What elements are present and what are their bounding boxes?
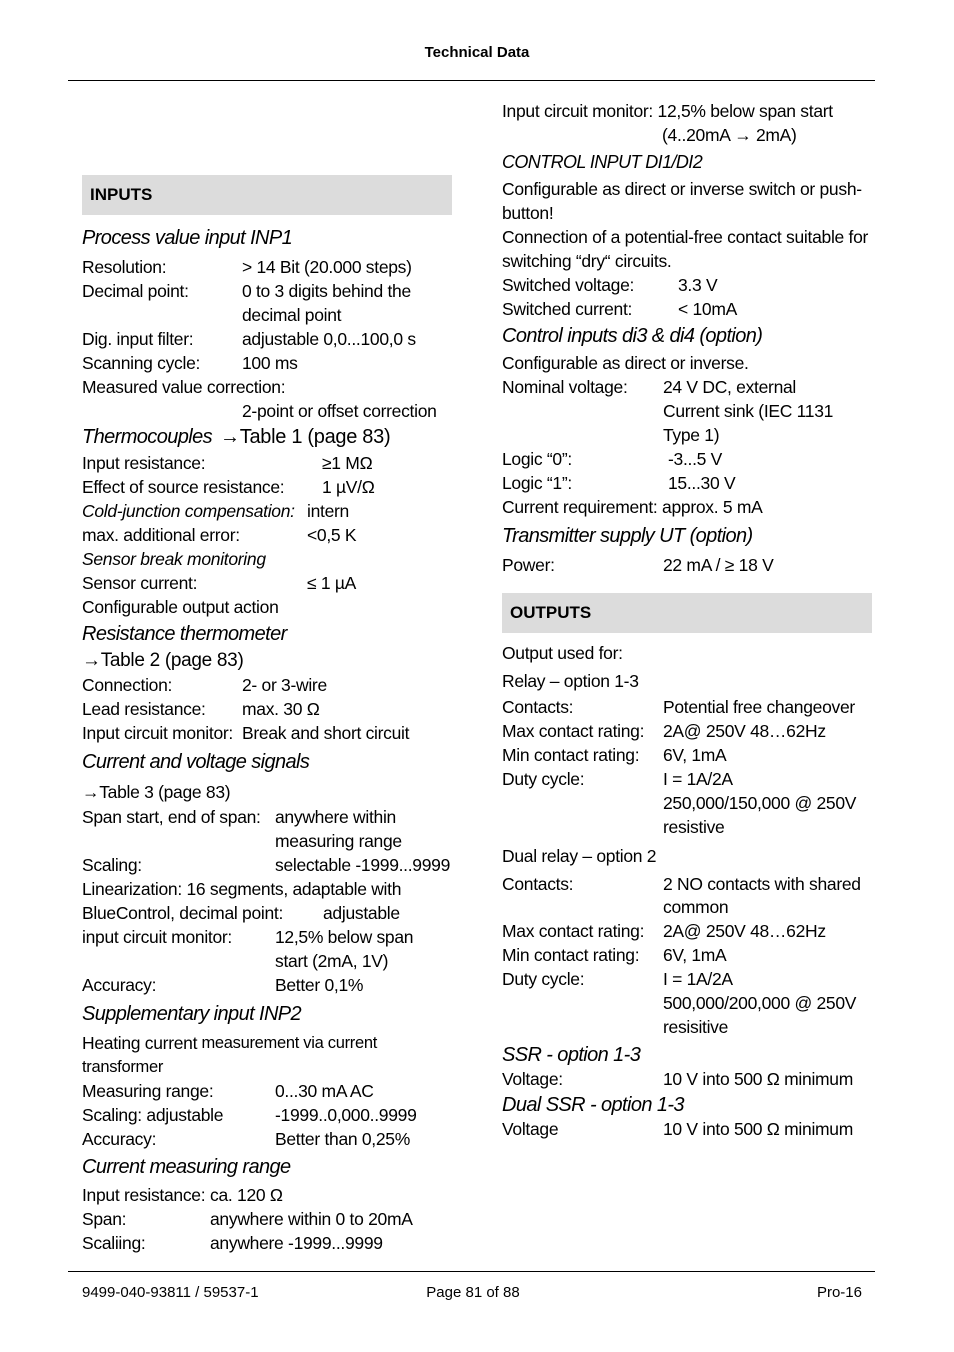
spec-row <box>82 1103 452 1127</box>
spec-row <box>82 523 452 547</box>
spec-label: Scaling: adjustable <box>82 1105 224 1125</box>
spec-label: input circuit monitor: <box>82 927 232 947</box>
cv-table-ref: →Table 3 (page 83) <box>82 782 231 802</box>
footer-rule <box>68 1271 875 1272</box>
rtd-table-ref: →Table 2 (page 83) <box>82 650 244 671</box>
spec-label: Scaliing: <box>82 1233 146 1253</box>
di-desc-line: Configurable as direct or inverse switch or push- <box>502 179 862 199</box>
output-used-text: Output used for: <box>502 643 623 663</box>
spec-label: max. additional error: <box>82 525 240 545</box>
spec-value-cont: common <box>663 897 729 917</box>
linearization-line: Linearization: 16 segments, adaptable with <box>82 879 402 899</box>
spec-label: Connection: <box>82 675 173 695</box>
spec-value: 2A@ 250V 48…62Hz <box>663 921 826 941</box>
spec-row <box>502 767 872 791</box>
spec-value: Potential free changeover <box>663 697 855 717</box>
spec-label: Dig. input filter: <box>82 329 194 349</box>
spec-row <box>82 673 452 697</box>
spec-row <box>82 697 452 721</box>
spec-value: 100 ms <box>242 353 298 373</box>
spec-value: Break and short circuit <box>242 723 410 743</box>
current-requirement: Current requirement: approx. 5 mA <box>502 497 763 517</box>
spec-label-line: Measured value correction: <box>82 377 286 397</box>
spec-row <box>82 499 452 523</box>
spec-label: Scaling: <box>82 855 142 875</box>
spec-row <box>502 943 872 967</box>
spec-row <box>82 451 452 475</box>
spec-value: Better than 0,25% <box>275 1129 410 1149</box>
thermo-heading-line <box>82 423 452 451</box>
spec-label: Min contact rating: <box>502 945 640 965</box>
spec-row <box>502 743 872 767</box>
spec-value: 10 V into 500 Ω minimum <box>663 1069 854 1089</box>
spec-label: Max contact rating: <box>502 921 645 941</box>
spec-value-cont: resistive <box>663 817 725 837</box>
spec-value: 0 to 3 digits behind the <box>242 281 411 301</box>
spec-row <box>82 853 452 877</box>
spec-row <box>502 273 872 297</box>
header-rule <box>68 80 875 81</box>
spec-row <box>82 901 452 925</box>
spec-row <box>502 919 872 943</box>
cmr-title: Current measuring range <box>82 1156 291 1178</box>
ssr-title: SSR - option 1-3 <box>502 1044 641 1066</box>
spec-value: anywhere within 0 to 20mA <box>210 1209 413 1229</box>
heating-current-label: Heating current <box>82 1033 198 1053</box>
spec-label: Sensor current: <box>82 573 198 593</box>
spec-value: anywhere within <box>275 807 396 827</box>
spec-label: Voltage <box>502 1119 559 1139</box>
spec-value: ≥1 MΩ <box>322 453 373 473</box>
rtd-title: Resistance thermometer <box>82 623 287 645</box>
spec-value: 1 µV/Ω <box>322 477 375 497</box>
spec-value: 2- or 3-wire <box>242 675 327 695</box>
spec-row <box>82 925 452 949</box>
spec-row <box>502 447 872 471</box>
spec-label: Voltage: <box>502 1069 563 1089</box>
icm-line: Input circuit monitor: 12,5% below span start <box>502 101 833 121</box>
footer-doc-number: 9499-040-93811 / 59537-1 <box>82 1284 259 1301</box>
spec-label: Max contact rating: <box>502 721 645 741</box>
di34-desc: Configurable as direct or inverse. <box>502 353 749 373</box>
spec-row <box>82 805 452 829</box>
spec-label: Switched current: <box>502 299 633 319</box>
spec-value-cont: decimal point <box>242 305 342 325</box>
spec-row <box>82 475 452 499</box>
spec-value-cont: 250,000/150,000 @ 250V <box>663 793 857 813</box>
di-desc-line: switching “dry“ circuits. <box>502 251 672 271</box>
left-column <box>82 175 452 1255</box>
spec-label: Input circuit monitor: <box>82 723 233 743</box>
spec-value: -3...5 V <box>668 449 723 469</box>
heating-current-desc: measurement via current <box>197 1034 378 1052</box>
spec-row <box>502 695 872 719</box>
dual-relay-title: Dual relay – option 2 <box>502 846 657 866</box>
spec-label: Min contact rating: <box>502 745 640 765</box>
spec-label: Scanning cycle: <box>82 353 201 373</box>
spec-label: Span start, end of span: <box>82 807 261 827</box>
spec-row <box>502 471 872 495</box>
spec-row <box>82 1183 452 1207</box>
spec-label: Duty cycle: <box>502 769 585 789</box>
spec-row <box>502 869 872 895</box>
spec-row <box>82 255 452 279</box>
relay-title: Relay – option 1-3 <box>502 671 639 691</box>
configurable-output-text: Configurable output action <box>82 597 279 617</box>
spec-label: Lead resistance: <box>82 699 206 719</box>
spec-value: <0,5 K <box>307 525 357 545</box>
spec-value: 24 V DC, external <box>663 377 797 397</box>
footer-page-number: Page 81 of 88 <box>426 1284 520 1301</box>
spec-value: adjustable 0,0...100,0 s <box>242 329 416 349</box>
spec-value-cont: Current sink (IEC 1131 <box>663 401 834 421</box>
thermo-table-ref: →Table 1 (page 83) <box>220 426 391 448</box>
spec-value: ≤ 1 µA <box>307 573 357 593</box>
spec-label: Power: <box>502 555 555 575</box>
spec-value: intern <box>307 501 349 521</box>
spec-label: Effect of source resistance: <box>82 477 285 497</box>
spec-value: < 10mA <box>678 299 737 319</box>
spec-row <box>502 1117 872 1141</box>
spec-label: Logic “1”: <box>502 473 572 493</box>
spec-value: 3.3 V <box>678 275 718 295</box>
spec-row <box>82 571 452 595</box>
spec-value-cont: measuring range <box>275 831 402 851</box>
ut-title: Transmitter supply UT (option) <box>502 525 753 547</box>
spec-label: Nominal voltage: <box>502 377 628 397</box>
spec-value: selectable -1999...9999 <box>275 855 451 875</box>
spec-row <box>82 973 452 997</box>
spec-value: 0...30 mA AC <box>275 1081 374 1101</box>
spec-value-cont: start (2mA, 1V) <box>275 951 389 971</box>
spec-row <box>502 553 872 577</box>
spec-value: max. 30 Ω <box>242 699 320 719</box>
supp-title: Supplementary input INP2 <box>82 1003 302 1025</box>
spec-row <box>82 721 452 745</box>
spec-row <box>502 967 872 991</box>
spec-value: 2A@ 250V 48…62Hz <box>663 721 826 741</box>
spec-value: adjustable <box>323 903 400 923</box>
di-title: CONTROL INPUT DI1/DI2 <box>502 152 703 172</box>
spec-label: Input resistance: <box>82 1185 206 1205</box>
spec-value: 6V, 1mA <box>663 745 727 765</box>
di34-title: Control inputs di3 & di4 (option) <box>502 325 763 347</box>
spec-value: anywhere -1999...9999 <box>210 1233 383 1253</box>
spec-label: BlueControl, decimal point: <box>82 903 284 923</box>
spec-label: Resolution: <box>82 257 167 277</box>
heating-current-desc-cont: transformer <box>82 1058 164 1076</box>
footer-product: Pro-16 <box>816 1284 862 1301</box>
spec-row <box>82 1079 452 1103</box>
cv-title: Current and voltage signals <box>82 751 310 773</box>
spec-value: Better 0,1% <box>275 975 364 995</box>
sensor-break-label: Sensor break monitoring <box>82 549 266 569</box>
spec-value: I = 1A/2A <box>663 969 733 989</box>
spec-row <box>82 1207 452 1231</box>
heating-current-line <box>82 1031 452 1055</box>
spec-label: Logic “0”: <box>502 449 572 469</box>
spec-value: 15...30 V <box>668 473 736 493</box>
spec-label: Contacts: <box>502 697 574 717</box>
spec-value: 2 NO contacts with shared <box>663 874 861 894</box>
spec-label: Input resistance: <box>82 453 206 473</box>
spec-value-cont: 2-point or offset correction <box>242 401 437 421</box>
spec-value: 22 mA / ≥ 18 V <box>663 555 774 575</box>
spec-row <box>82 1127 452 1151</box>
spec-value: I = 1A/2A <box>663 769 733 789</box>
spec-value: -1999..0,000..9999 <box>275 1105 417 1125</box>
inputs-heading: INPUTS <box>82 175 452 215</box>
spec-label: Duty cycle: <box>502 969 585 989</box>
icm-line-cont: (4..20mA → 2mA) <box>662 125 797 145</box>
spec-label: Span: <box>82 1209 127 1229</box>
di-desc-line: button! <box>502 203 554 223</box>
thermo-title: Thermocouples <box>82 426 213 448</box>
spec-label: Accuracy: <box>82 1129 157 1149</box>
spec-value-cont: resisitive <box>663 1017 729 1037</box>
outputs-heading: OUTPUTS <box>502 593 872 633</box>
spec-row <box>502 375 872 399</box>
spec-label: Decimal point: <box>82 281 189 301</box>
right-column <box>502 99 872 1141</box>
di-desc-line: Connection of a potential-free contact suitable for <box>502 227 869 247</box>
spec-row <box>82 279 452 303</box>
spec-label: Cold-junction compensation: <box>82 501 295 521</box>
spec-value-cont: 500,000/200,000 @ 250V <box>663 993 857 1013</box>
spec-row <box>502 297 872 321</box>
spec-value: 6V, 1mA <box>663 945 727 965</box>
spec-label: Measuring range: <box>82 1081 214 1101</box>
spec-row <box>502 1067 872 1091</box>
spec-row <box>502 719 872 743</box>
spec-label: Switched voltage: <box>502 275 635 295</box>
spec-value: 10 V into 500 Ω minimum <box>663 1119 854 1139</box>
spec-row <box>82 327 452 351</box>
spec-value: 12,5% below span <box>275 927 414 947</box>
dual-ssr-title: Dual SSR - option 1-3 <box>502 1094 684 1116</box>
spec-value: > 14 Bit (20.000 steps) <box>242 257 412 277</box>
page-header-title: Technical Data <box>424 44 530 61</box>
spec-row <box>82 1231 452 1255</box>
spec-row <box>82 351 452 375</box>
spec-label: Accuracy: <box>82 975 157 995</box>
spec-value: ca. 120 Ω <box>210 1185 283 1205</box>
spec-value-cont: Type 1) <box>663 425 720 445</box>
process-title: Process value input INP1 <box>82 227 293 249</box>
spec-label: Contacts: <box>502 874 574 894</box>
